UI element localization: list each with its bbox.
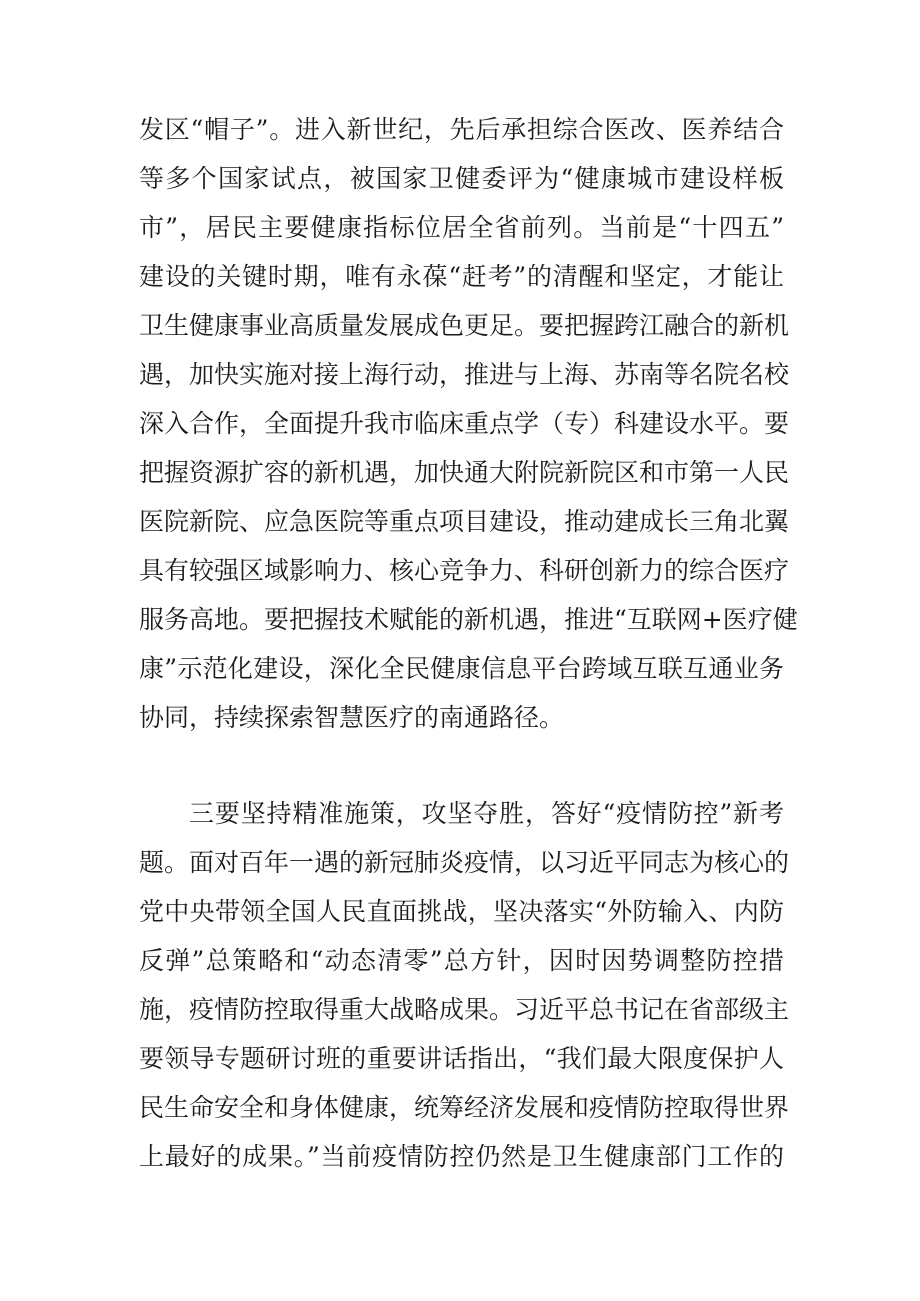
text-line: 把握资源扩容的新机遇，加快通大附院新院区和市第一人民 bbox=[139, 458, 790, 487]
text-line: 深入合作，全面提升我市临床重点学（专）科建设水平。要 bbox=[139, 409, 790, 438]
text-line: 要领导专题研讨班的重要讲话指出，“我们最大限度保护人 bbox=[139, 1044, 784, 1073]
text-line: 民生命安全和身体健康，统筹经济发展和疫情防控取得世界 bbox=[139, 1093, 790, 1122]
text-line: 施，疫情防控取得重大战略成果。习近平总书记在省部级主 bbox=[139, 995, 790, 1024]
text-line: 康”示范化建设，深化全民健康信息平台跨域互联互通业务 bbox=[139, 654, 784, 683]
text-line: 党中央带领全国人民直面挑战，坚决落实“外防输入、内防 bbox=[139, 897, 784, 926]
text-line: 等多个国家试点，被国家卫健委评为“健康城市建设样板 bbox=[139, 164, 784, 193]
text-line: 遇，加快实施对接上海行动，推进与上海、苏南等名院名校 bbox=[139, 360, 790, 389]
text-line: 市”，居民主要健康指标位居全省前列。当前是“十四五” bbox=[139, 213, 784, 242]
text-line: 反弹”总策略和“动态清零”总方针，因时因势调整防控措 bbox=[139, 946, 784, 975]
text-line: 具有较强区域影响力、核心竞争力、科研创新力的综合医疗 bbox=[139, 556, 790, 585]
text-line: 发区“帽子”。进入新世纪，先后承担综合医改、医养结合 bbox=[139, 115, 784, 144]
text-line: 题。面对百年一遇的新冠肺炎疫情，以习近平同志为核心的 bbox=[139, 848, 790, 877]
text-line: 三要坚持精准施策，攻坚夺胜，答好“疫情防控”新考 bbox=[189, 799, 784, 828]
text-line: 建设的关键时期，唯有永葆“赶考”的清醒和坚定，才能让 bbox=[139, 262, 784, 291]
text-line: 协同，持续探索智慧医疗的南通路径。 bbox=[139, 703, 565, 732]
text-line: 医院新院、应急医院等重点项目建设，推动建成长三角北翼 bbox=[139, 507, 790, 536]
text-line: 服务高地。要把握技术赋能的新机遇，推进“互联网+医疗健 bbox=[139, 605, 798, 634]
text-line: 卫生健康事业高质量发展成色更足。要把握跨江融合的新机 bbox=[139, 311, 790, 340]
text-line: 上最好的成果。”当前疫情防控仍然是卫生健康部门工作的 bbox=[139, 1142, 784, 1171]
